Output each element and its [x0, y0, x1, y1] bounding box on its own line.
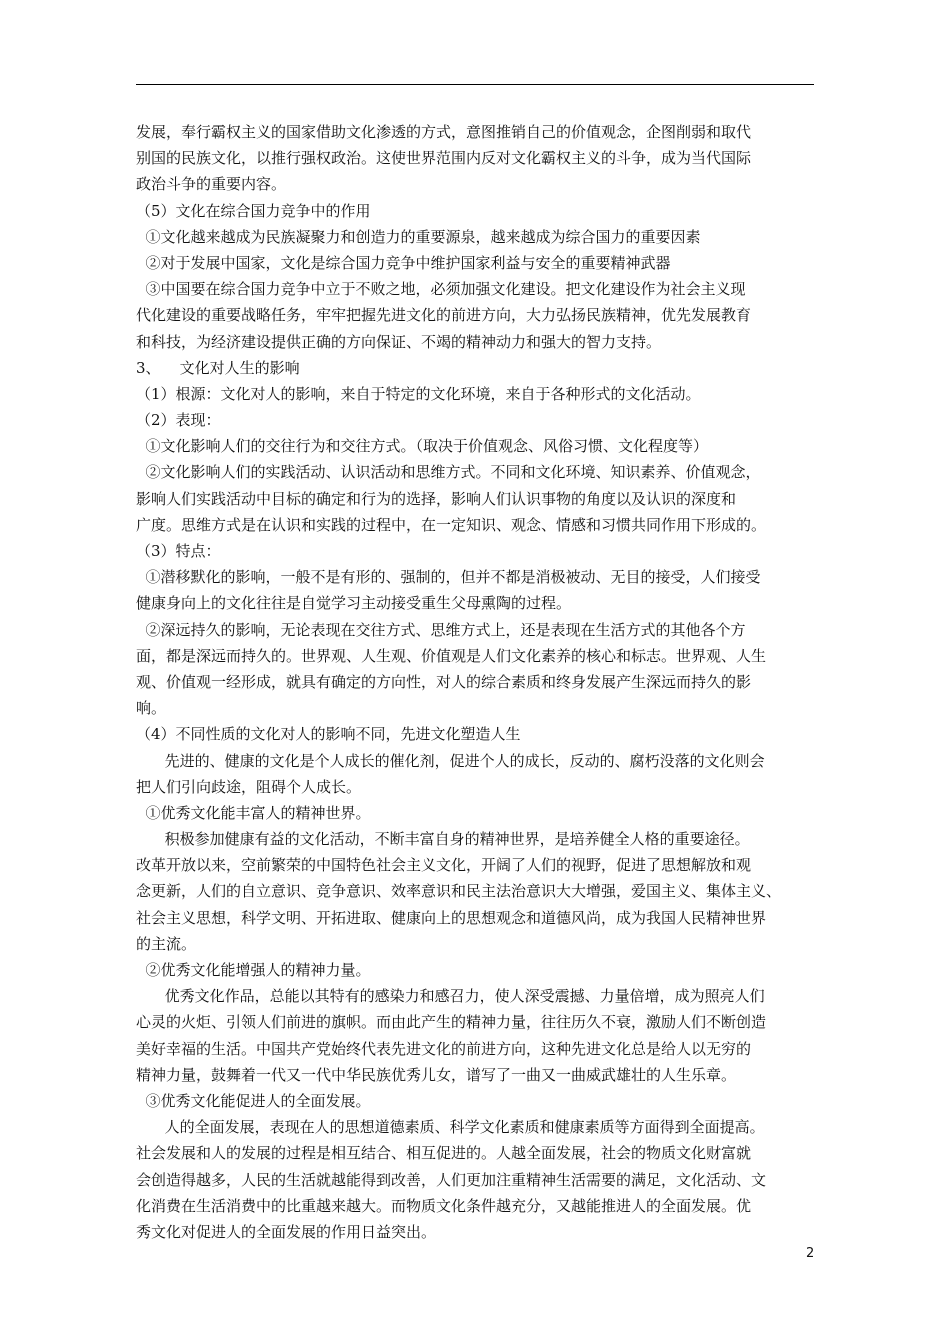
text-line: 心灵的火炬、引领人们前进的旗帜。而由此产生的精神力量，往往历久不衰，激励人们不断创造	[136, 1013, 767, 1032]
text-line: 美好幸福的生活。中国共产党始终代表先进文化的前进方向，这种先进文化总是给人以无穷的	[136, 1039, 752, 1058]
text-line: 会创造得越多，人民的生活就越能得到改善，人们更加注重精神生活需要的满足，文化活动、文	[136, 1170, 767, 1189]
section-heading: （5）文化在综合国力竞争中的作用	[136, 201, 371, 220]
text-line: 别国的民族文化，以推行强权政治。这使世界范围内反对文化霸权主义的斗争，成为当代国际	[136, 149, 752, 168]
list-item: ③优秀文化能促进人的全面发展。	[136, 1091, 371, 1110]
text-line: 观、价值观一经形成，就具有确定的方向性，对人的综合素质和终身发展产生深远而持久的影	[136, 672, 752, 691]
section-heading: （3）特点：	[136, 542, 221, 560]
text-line: 秀文化对促进人的全面发展的作用日益突出。	[136, 1222, 437, 1241]
list-item: ②文化影响人们的实践活动、认识活动和思维方式。不同和文化环境、知识素养、价值观念，	[136, 463, 761, 482]
text-line: 积极参加健康有益的文化活动，不断丰富自身的精神世界，是培养健全人格的重要途径。	[136, 830, 750, 849]
section-heading: （2）表现：	[136, 411, 221, 430]
text-line: 响。	[136, 699, 167, 718]
text-line: 代化建设的重要战略任务，牢牢把握先进文化的前进方向，大力弘扬民族精神，优先发展教育	[136, 306, 752, 325]
list-item: ①文化越来越成为民族凝聚力和创造力的重要源泉，越来越成为综合国力的重要因素	[136, 227, 701, 246]
text-line: （1）根源：文化对人的影响，来自于特定的文化环境，来自于各种形式的文化活动。	[136, 384, 701, 403]
list-item: ②深远持久的影响，无论表现在交往方式、思维方式上，还是表现在生活方式的其他各个方	[136, 620, 746, 639]
text-line: 把人们引向歧途，阻碍个人成长。	[136, 777, 362, 796]
page-number: 2	[806, 1246, 815, 1261]
text-line: 政治斗争的重要内容。	[136, 175, 287, 194]
text-line: 精神力量，鼓舞着一代又一代中华民族优秀儿女，谱写了一曲又一曲威武雄壮的人生乐章。	[136, 1065, 737, 1084]
text-line: 改革开放以来，空前繁荣的中国特色社会主义文化，开阔了人们的视野，促进了思想解放和观	[136, 856, 752, 875]
text-line: 社会发展和人的发展的过程是相互结合、相互促进的。人越全面发展，社会的物质文化财富就	[136, 1144, 752, 1163]
text-line: 先进的、健康的文化是个人成长的催化剂，促进个人的成长，反动的、腐朽没落的文化则会	[136, 751, 765, 770]
text-line: 优秀文化作品，总能以其特有的感染力和感召力，使人深受震撼、力量倍增，成为照亮人们	[136, 987, 765, 1006]
list-item: ②对于发展中国家，文化是综合国力竞争中维护国家利益与安全的重要精神武器	[136, 253, 671, 272]
section-heading: 3、 文化对人生的影响	[136, 358, 300, 377]
text-line: 人的全面发展，表现在人的思想道德素质、科学文化素质和健康素质等方面得到全面提高。	[136, 1118, 765, 1137]
text-line: 面，都是深远而持久的。世界观、人生观、价值观是人们文化素养的核心和标志。世界观、人生	[136, 646, 767, 665]
text-line: 健康身向上的文化往往是自觉学习主动接受重生父母熏陶的过程。	[136, 594, 572, 613]
section-heading: （4）不同性质的文化对人的影响不同，先进文化塑造人生	[136, 725, 521, 744]
text-line: 念更新，人们的自立意识、竞争意识、效率意识和民主法治意识大大增强，爱国主义、集体主义、	[136, 882, 782, 901]
text-line: 发展，奉行霸权主义的国家借助文化渗透的方式，意图推销自己的价值观念，企图削弱和取代	[136, 123, 752, 141]
text-line: 广度。思维方式是在认识和实践的过程中，在一定知识、观念、情感和习惯共同作用下形成的。	[136, 515, 767, 534]
list-item: ①优秀文化能丰富人的精神世界。	[136, 803, 371, 822]
text-line: 的主流。	[136, 934, 197, 953]
list-item: ②优秀文化能增强人的精神力量。	[136, 961, 371, 979]
list-item: ③中国要在综合国力竞争中立于不败之地，必须加强文化建设。把文化建设作为社会主义现	[136, 280, 746, 299]
text-line: 和科技，为经济建设提供正确的方向保证、不竭的精神动力和强大的智力支持。	[136, 332, 662, 351]
text-line: 社会主义思想，科学文明、开拓进取、健康向上的思想观念和道德风尚，成为我国人民精神世界	[136, 908, 767, 927]
text-line: 化消费在生活消费中的比重越来越大。而物质文化条件越充分，又越能推进人的全面发展。优	[136, 1196, 752, 1215]
header-rule	[136, 84, 814, 85]
list-item: ①潜移默化的影响，一般不是有形的、强制的，但并不都是消极被动、无目的接受，人们接受	[136, 568, 761, 587]
text-line: 影响人们实践活动中目标的确定和行为的选择，影响人们认识事物的角度以及认识的深度和	[136, 489, 737, 508]
document-body	[136, 119, 820, 1245]
list-item: ①文化影响人们的交往行为和交往方式。（取决于价值观念、风俗习惯、文化程度等）	[136, 437, 709, 456]
